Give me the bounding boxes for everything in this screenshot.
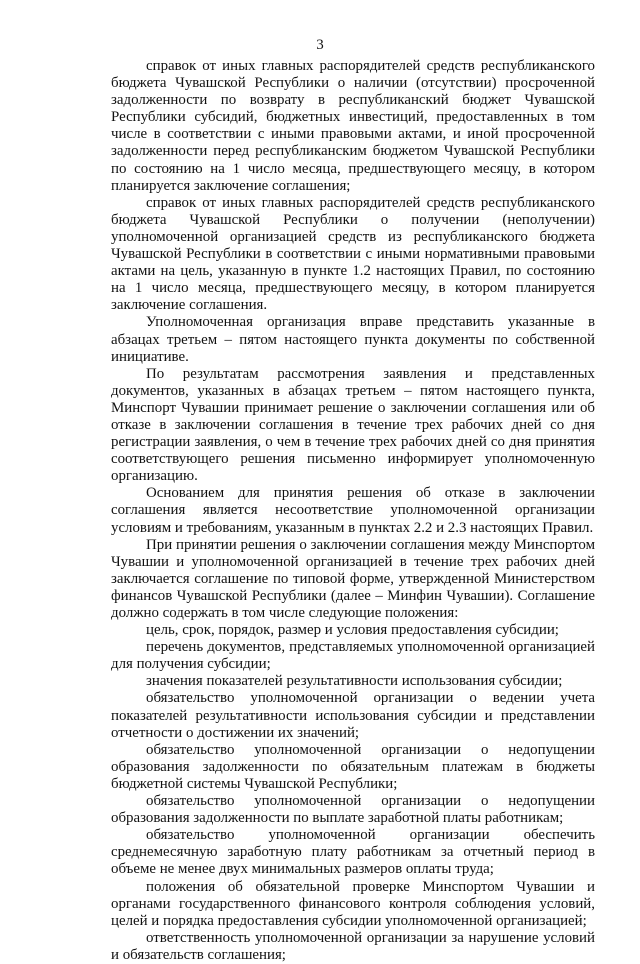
paragraph: справок от иных главных распорядителей средств республиканского бюджета Чувашской Республики о получении (неполучении) уполномоченной организацией средств из республиканского бюджета Чувашской Республики в соответствии с иными нормативными правовыми актами на цель, указанную в пункте 1.2 настоящих Правил, по состоянию на 1 число месяца, предшествующего месяцу, в котором планируется заключение соглашения. [111, 194, 595, 314]
paragraph: справок от иных главных распорядителей средств республиканского бюджета Чувашской Республики о наличии (отсутствии) просроченной задолженности по возврату в республиканский бюджет Чувашской Республики субсидий, бюджетных инвестиций, предоставленных в том числе в соответствии с иными правовыми актами, и иной просроченной задолженности перед республиканским бюджетом Чувашской Республики по состоянию на 1 число месяца, предшествующего месяцу, в котором планируется заключение соглашения; [111, 58, 595, 194]
document-body [111, 58, 595, 964]
paragraph: обязательство уполномоченной организации о недопущении образования задолженности по обязательным платежам в бюджеты бюджетной системы Чувашской Республики; [111, 741, 595, 792]
paragraph: По результатам рассмотрения заявления и представленных документов, указанных в абзацах третьем – пятом настоящего пункта, Минспорт Чувашии принимает решение о заключении соглашения или об отказе в заключении соглашения в течение трех рабочих дней со дня регистрации заявления, о чем в течение трех рабочих дней со дня принятия соответствующего решения письменно информирует уполномоченную организацию. [111, 365, 595, 485]
paragraph: обязательство уполномоченной организации о недопущении образования задолженности по выплате заработной платы работникам; [111, 793, 595, 827]
paragraph: При принятии решения о заключении соглашения между Минспортом Чувашии и уполномоченной организацией в течение трех рабочих дней заключается соглашение по типовой форме, утвержденной Министерством финансов Чувашской Республики (далее – Минфин Чувашии). Соглашение должно содержать в том числе следующие положения: [111, 536, 595, 621]
paragraph: значения показателей результативности использования субсидии; [146, 673, 563, 690]
paragraph: цель, срок, порядок, размер и условия предоставления субсидии; [146, 622, 559, 639]
paragraph: перечень документов, представляемых уполномоченной организацией для получения субсидии; [111, 639, 595, 673]
paragraph: обязательство уполномоченной организации обеспечить среднемесячную заработную плату работникам за отчетный период в объеме не менее двух минимальных размеров оплаты труда; [111, 827, 595, 878]
page-number: 3 [316, 37, 324, 53]
paragraph: ответственность уполномоченной организации за нарушение условий и обязательств соглашения; [111, 929, 595, 963]
paragraph: Основанием для принятия решения об отказе в заключении соглашения является несоответствие уполномоченной организации условиям и требованиям, указанным в пунктах 2.2 и 2.3 настоящих Правил. [111, 485, 595, 536]
paragraph: положения об обязательной проверке Минспортом Чувашии и органами государственного финансового контроля соблюдения условий, целей и порядка предоставления субсидии уполномоченной организацией; [111, 878, 595, 929]
paragraph: Уполномоченная организация вправе представить указанные в абзацах третьем – пятом настоящего пункта документы по собственной инициативе. [111, 314, 595, 365]
paragraph: обязательство уполномоченной организации о ведении учета показателей результативности использования субсидии и представлении отчетности о достижении их значений; [111, 690, 595, 741]
